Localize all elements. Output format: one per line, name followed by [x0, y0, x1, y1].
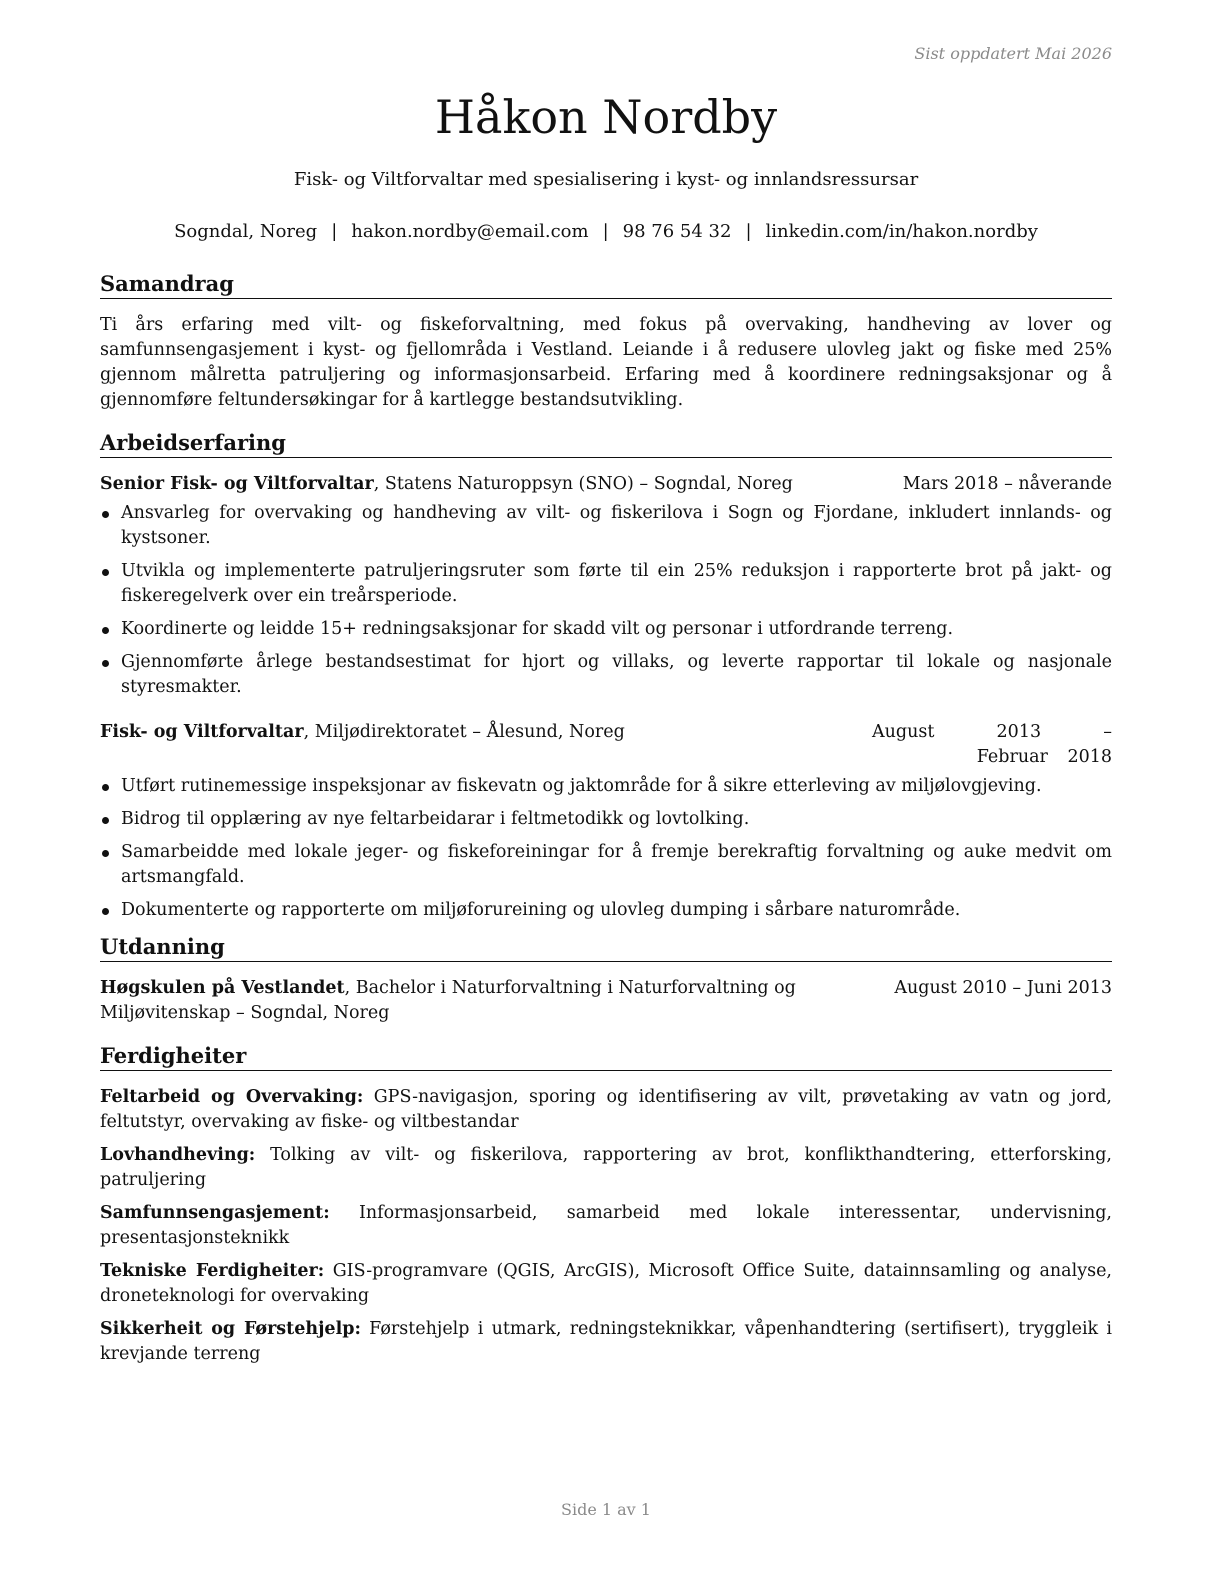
last-updated: Sist oppdatert Mai 2026 — [914, 44, 1112, 63]
list-item: Koordinerte og leidde 15+ redningsaksjonar for skadd vilt og personar i utfordrande terreng. — [100, 617, 1112, 642]
bullet-icon — [102, 784, 109, 791]
contact-email[interactable]: hakon.nordby@email.com — [351, 221, 589, 242]
skills-section — [100, 1042, 1112, 1367]
person-name: Håkon Nordby — [434, 90, 778, 144]
skill-text: Førstehjelp i utmark, redningsteknikkar, våpenhandtering (sertifisert), tryggleik i krevjande terreng — [100, 1319, 1112, 1364]
job-entry — [100, 472, 1112, 700]
job-entry — [100, 720, 1112, 923]
list-item: Bidrog til opplæring av nye feltarbeidarar i feltmetodikk og lovtolking. — [100, 807, 1112, 832]
contact-separator: | — [602, 221, 609, 242]
experience-heading: Arbeidserfaring — [100, 429, 1112, 458]
education-school: Høgskulen på Vestlandet — [100, 978, 345, 998]
job-bullets — [100, 774, 1112, 923]
bullet-icon — [102, 569, 109, 576]
education-line — [100, 976, 894, 1026]
skill-text: Informasjonsarbeid, samarbeid med lokale interessentar, undervisning, presentasjonsteknikk — [100, 1203, 1112, 1248]
skills-heading: Ferdigheiter — [100, 1042, 1112, 1071]
job-role: Fisk- og Viltforvaltar — [100, 722, 304, 742]
skill-label: Sikkerheit og Førstehjelp: — [100, 1319, 361, 1339]
job-role: Senior Fisk- og Viltforvaltar — [100, 474, 374, 494]
skill-label: Feltarbeid og Overvaking: — [100, 1087, 364, 1107]
job-bullets — [100, 501, 1112, 700]
job-header — [100, 720, 1112, 770]
summary-heading: Samandrag — [100, 270, 1112, 299]
contact-separator: | — [331, 221, 338, 242]
skill-text: Tolking av vilt- og fiskerilova, rapportering av brot, konflikthandtering, etterforsking, patruljering — [100, 1145, 1112, 1190]
contact-separator: | — [745, 221, 752, 242]
resume-page — [100, 0, 1112, 1584]
contact-linkedin[interactable]: linkedin.com/in/hakon.nordby — [765, 221, 1038, 242]
page-number: Side 1 av 1 — [561, 1500, 651, 1519]
experience-section — [100, 429, 1112, 923]
bullet-icon — [102, 511, 109, 518]
skill-item — [100, 1143, 1112, 1193]
bullet-icon — [102, 660, 109, 667]
job-header — [100, 472, 1112, 497]
skill-item — [100, 1317, 1112, 1367]
contact-location: Sogndal, Noreg — [174, 221, 318, 242]
skill-item — [100, 1259, 1112, 1309]
skills-list — [100, 1085, 1112, 1367]
list-item: Utført rutinemessige inspeksjonar av fiskevatn og jaktområde for å sikre etterleving av miljølovgjeving. — [100, 774, 1112, 799]
education-entry — [100, 976, 1112, 1026]
tagline: Fisk- og Viltforvaltar med spesialisering i kyst- og innlandsressursar — [293, 169, 919, 190]
resume-body — [100, 270, 1112, 1375]
job-title-line — [100, 720, 872, 745]
list-item: Dokumenterte og rapporterte om miljøforureining og ulovleg dumping i sårbare naturområde. — [100, 898, 1112, 923]
list-item: Ansvarleg for overvaking og handheving av vilt- og fiskerilova i Sogn og Fjordane, inkludert innlands- og kystsoner. — [100, 501, 1112, 551]
list-item: Utvikla og implementerte patruljeringsruter som førte til ein 25% reduksjon i rapporterte brot på jakt- og fiskeregelverk over ein treårsperiode. — [100, 559, 1112, 609]
job-org: , Miljødirektoratet – Ålesund, Noreg — [303, 722, 625, 742]
list-item: Samarbeidde med lokale jeger- og fiskeforeiningar for å fremje berekraftig forvaltning og auke medvit om artsmangfald. — [100, 840, 1112, 890]
skill-item — [100, 1201, 1112, 1251]
education-degree: , Bachelor i Naturforvaltning i Naturforvaltning og Miljøvitenskap – Sogndal, Noreg — [100, 978, 796, 1023]
bullet-icon — [102, 627, 109, 634]
contact-phone: 98 76 54 32 — [622, 221, 732, 242]
skill-item — [100, 1085, 1112, 1135]
skill-text: GPS-navigasjon, sporing og identifisering av vilt, prøvetaking av vatn og jord, feltutstyr, overvaking av fiske- og viltbestandar — [100, 1087, 1112, 1132]
job-title-line — [100, 472, 903, 497]
list-item: Gjennomførte årlege bestandsestimat for hjort og villaks, og leverte rapportar til lokale og nasjonale styresmakter. — [100, 650, 1112, 700]
job-dates: Mars 2018 – nåverande — [902, 474, 1112, 494]
skill-label: Lovhandheving: — [100, 1145, 256, 1165]
summary-section — [100, 270, 1112, 413]
education-heading: Utdanning — [100, 933, 1112, 962]
summary-text: Ti års erfaring med vilt- og fiskeforvaltning, med fokus på overvaking, handheving av lover og samfunnsengasjement i kyst- og fjellområda i Vestland. Leiande i å redusere ulovleg jakt og fiske med 25% gjennom målretta patruljering og informasjonsarbeid. Erfaring med å koordinere redningsaksjonar og å gjennomføre feltundersøkingar for å kartlegge bestandsutvikling. — [100, 315, 1112, 410]
skill-label: Samfunnsengasjement: — [100, 1203, 330, 1223]
job-org: , Statens Naturoppsyn (SNO) – Sogndal, Noreg — [373, 474, 793, 494]
skill-text: GIS-programvare (QGIS, ArcGIS), Microsoft Office Suite, datainnsamling og analyse, droneteknologi for overvaking — [100, 1261, 1112, 1306]
bullet-icon — [102, 850, 109, 857]
bullet-icon — [102, 908, 109, 915]
education-section — [100, 933, 1112, 1026]
education-dates: August 2010 – Juni 2013 — [894, 978, 1112, 998]
bullet-icon — [102, 817, 109, 824]
contact-line — [100, 220, 1112, 244]
job-dates: August 2013 – Februar 2018 — [872, 722, 1112, 767]
skill-label: Tekniske Ferdigheiter: — [100, 1261, 325, 1281]
